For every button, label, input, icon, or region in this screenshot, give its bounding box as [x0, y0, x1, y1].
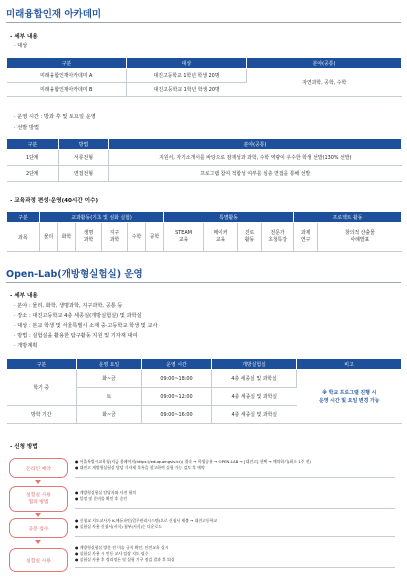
table-cell: 자연과학, 공학, 수학: [247, 69, 402, 97]
curriculum-subject-cell: STEAM 교육: [164, 223, 204, 252]
table-row: [7, 69, 402, 83]
selection-table: [6, 138, 402, 182]
table-header: 구분: [7, 359, 77, 370]
table-cell: 1단계: [7, 150, 59, 166]
table-header: 방법: [59, 139, 109, 150]
arrow-down-icon: [35, 513, 41, 517]
table-cell: 대진고등학교 1학년 학생 20명: [127, 83, 247, 97]
table-header: 구분: [7, 212, 40, 223]
curriculum-heading: - 교육과정 편성·운영(40시간 이수): [10, 198, 99, 204]
curriculum-subject-cell: 과제 연구: [294, 223, 318, 252]
table-cell: 면접전형: [59, 166, 109, 182]
step-official-document: 공문 접수: [9, 518, 68, 538]
openlab-bullet: · 장소 : 대진고등학교 4층 세종실(개방실험실) 및 과학실: [14, 313, 142, 319]
step-line: ● 개방형실험실 담당자와 사전 협의: [75, 490, 136, 495]
table-cell: 방학 기간: [7, 406, 77, 424]
target-table: [6, 57, 402, 97]
table-row: [7, 370, 402, 388]
table-row: [7, 150, 402, 166]
step-line: ● 개방형실험실 방문 전 미술 규칙 확인, 안전교육 실시: [75, 545, 169, 550]
table-cell: 09:00~18:00: [142, 370, 212, 388]
table-header: 교과활동(기초 및 심화 실험): [40, 212, 164, 223]
curriculum-subject-cell: 메이커 교육: [204, 223, 238, 252]
table-cell: 토: [77, 388, 142, 406]
openlab-bullet: · 대상 : 본교 학생 및 서울특별시 소재 중·고등학교 학생 및 교사: [14, 323, 158, 329]
step-line: ● 실험실 사용 신청서(서식) 첨부(서식)는 다운로드: [75, 524, 163, 529]
plan-note: ※ 학교 프로그램 진행 시 운영 시간 및 요일 변경 가능: [297, 370, 402, 424]
table-header: 구분: [7, 58, 127, 69]
table-cell: 학기 중: [7, 370, 77, 406]
step-description: [75, 459, 395, 478]
table-row: [7, 223, 402, 252]
curriculum-subject-cell: 진로 활동: [238, 223, 262, 252]
step-line: ● 신청교 지도교사가 K-에듀파인(업무관리시스템)으로 신청서 제출 → 대진고등학교: [75, 518, 218, 523]
table-cell: 09:00~16:00: [142, 406, 212, 424]
table-cell: 4층 세종실 및 과학실: [212, 370, 297, 388]
curriculum-subject-cell: 전문가 초청특강: [262, 223, 294, 252]
selection-label: · 선발 방법: [14, 125, 39, 131]
curriculum-subject-cell: 지구 과학: [102, 223, 128, 252]
step-line: ● 대진고 개방형실험실 담당 기자재 목록을 참고하여 실험 가능 검토 후 예약: [75, 465, 205, 470]
table-header: 운영 시간: [142, 359, 212, 370]
table-header: 분야(공통): [109, 139, 402, 150]
table-cell: 프로그램 참여 적합성 여부를 심층 면접을 통해 선발: [109, 166, 402, 182]
step-online-reservation: 온라인 예약: [9, 458, 68, 478]
table-cell: 2단계: [7, 166, 59, 182]
plan-table: [6, 358, 402, 424]
step-description: [75, 518, 395, 537]
curriculum-table: [6, 211, 402, 252]
step-line: ● 실험실 사용 시 안동 교사 임장 지도 필수: [75, 551, 149, 556]
table-header: 프로젝트 활동: [294, 212, 402, 223]
table-cell: 대진고등학교 1학년 학생 20명: [127, 69, 247, 83]
step-lab-use: 실험실 사용: [9, 548, 68, 572]
table-cell: 화~금: [77, 370, 142, 388]
table-cell: 4층 세종실 및 과학실: [212, 388, 297, 406]
table-cell: 화~금: [77, 406, 142, 424]
table-header: 비고: [297, 359, 402, 370]
schedule-text: · 운영 시간 : 방과 후 및 토요일 운영: [14, 114, 96, 120]
curriculum-subject-cell: 창의적 산출물 사례발표: [318, 223, 402, 252]
step-line: ● 일정 및 준비물 확인 후 승인: [75, 496, 128, 501]
table-row: [7, 166, 402, 182]
curriculum-subject-cell: 생명 과학: [76, 223, 102, 252]
page-title: 미래융합인재 아카데미: [6, 9, 102, 20]
arrow-down-icon: [35, 480, 41, 484]
step-line: ● 서울특별시교육청(지금 홈페이지(https://eduquengsiv.kr)) 접속 → 학생공유 → OPEN-LAB → [대진고] 선택 → 예약하기(최소 1주 전): [75, 459, 311, 464]
table-header: 대상: [127, 58, 247, 69]
table-cell: 미래융합인재아카데미 B: [7, 83, 127, 97]
target-label: · 대상: [14, 43, 28, 49]
table-cell: 09:00~12:00: [142, 388, 212, 406]
openlab-bullet: · 분야 : 물리, 화학, 생명과학, 지구과학, 공통 등: [14, 303, 123, 309]
detail-heading: - 세부 내용: [10, 34, 38, 40]
step-description: [75, 545, 395, 568]
table-cell: 4층 세종실 및 과학실: [212, 406, 297, 424]
table-header: 개방실험실: [212, 359, 297, 370]
step-line: ● 실험실 사용 후 정리정돈 및 실험 기구 점검 결과 후 퇴실: [75, 557, 175, 562]
step-lab-consultation: 실험실 사용 협의 방법: [9, 486, 68, 512]
title-divider: [6, 22, 401, 23]
openlab-detail-heading: - 세부 내용: [10, 293, 38, 299]
openlab-bullet: · 개방계획: [14, 343, 38, 349]
step-description: [75, 490, 395, 509]
openlab-divider: [6, 282, 401, 283]
application-heading: - 신청 방법: [10, 444, 38, 450]
curriculum-subject-cell: 화학: [58, 223, 76, 252]
table-cell: 과목: [7, 223, 40, 252]
openlab-title: Open-Lab(개방형실험실) 운영: [6, 269, 143, 280]
table-header: 구분: [7, 139, 59, 150]
curriculum-subject-cell: 공학: [146, 223, 164, 252]
curriculum-subject-cell: 수학: [128, 223, 146, 252]
table-header: 운영 요일: [77, 359, 142, 370]
table-cell: 서류전형: [59, 150, 109, 166]
table-header: 특별활동: [164, 212, 294, 223]
table-header: 분야(공통): [247, 58, 402, 69]
arrow-down-icon: [35, 540, 41, 544]
curriculum-subject-cell: 물리: [40, 223, 58, 252]
table-cell: 미래융합인재아카데미 A: [7, 69, 127, 83]
table-cell: 지원서, 자기소개서를 바탕으로 잠재성과 과학, 수학 역량이 우수한 학생 선발(130% 선발): [109, 150, 402, 166]
openlab-bullet: · 방법 : 실험실을 활용한 탐구활동 지원 및 기자재 대여: [14, 333, 138, 339]
